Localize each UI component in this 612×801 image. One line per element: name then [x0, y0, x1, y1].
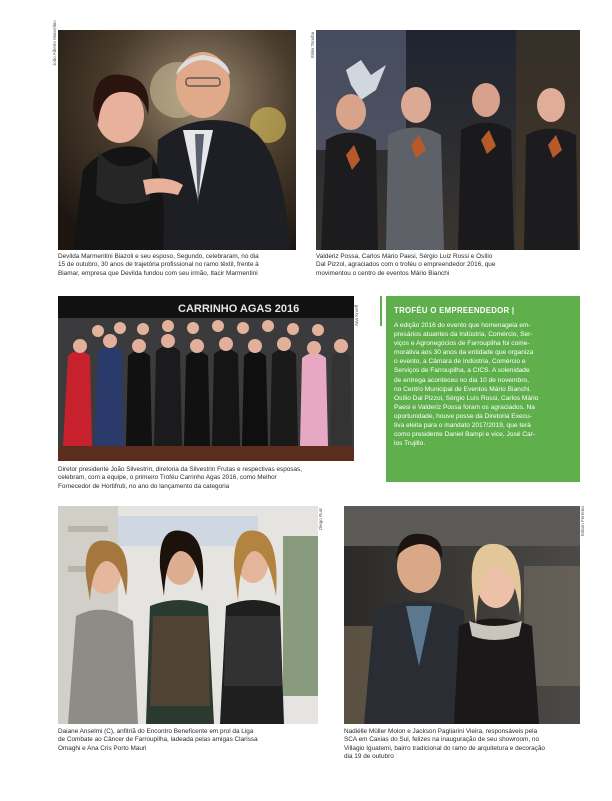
photo-credit: Edson Ferreira: [580, 506, 585, 536]
sidebar-title: TROFÉU O EMPREENDEDOR |: [394, 306, 515, 315]
photo-caption: Diretor presidente João Silvestrin, diretoria da Silvestrin Frutas e respectivas esposas, celebram, com a equipe, o primeiro Troféu Carrinho Agas 2016, como Melhor Fornecedor de Hortifruti, no ano do lançamento da categoria: [58, 466, 303, 490]
photo-credit: João Alberto Marcelino: [52, 20, 57, 66]
photo-credit: Elder Tonsha: [310, 31, 315, 58]
photo-caption: Valderiz Possa, Carlos Mário Paesi, Sérgio Luiz Rossi e Osílio Dal Pizzol, agraciados com o troféu o empreendedor 2016, que movimentou o centro de eventos Mário Bianchi: [316, 253, 496, 277]
sidebar-accent: [380, 296, 382, 326]
photo-three-women: [58, 506, 318, 724]
photo-caption: Nadiélle Müller Molon e Jackson Pagliarini Vieira, responsáveis pela SCA em Caxias do Sul, felizes na inauguração de seu showroom, no Villagio Iguatemi, bairro tradicional do ramo de arquitetura e decoração dia 19 de outubro: [344, 728, 545, 760]
sidebar-body: A edição 2016 do evento que homenageia em- presários atuantes da Indústria, Comércio, Ser- viços e Agronegócios de Farroupilha foi come- morativa aos 30 anos da entidade que organiza o evento, a Câmara de Indústria, Comércio e Serviços de Farroupilha, a CICS. A solenidade de entrega aconteceu no dia 10 de novembro, no Centro Municipal de Eventos Mário Bianchi. Osílio Dal Pizzol, Sérgio Luís Rossi, Carlos Mário Paesi e Valderiz Possa foram os agraciados. Na oportunidade, houve posse da Diretoria Execu- tiva eleita para o mandato 2017/2019, que terá como presidente Daniel Bampi e vice, José Car- los Trujillo.: [394, 322, 539, 448]
photo-award-winners: [316, 30, 580, 250]
photo-couple-biazoli: [58, 30, 296, 250]
photo-group-award: [58, 296, 354, 461]
sidebar-box: [386, 296, 580, 482]
photo-credit: Ana Kroeff: [354, 304, 359, 326]
group-award-banner: CARRINHO AGAS 2016: [178, 303, 300, 315]
photo-credit: Diego Ruiz: [318, 507, 323, 530]
photo-caption: Devilda Marmentini Biazoli e seu esposo, Segundo, celebraram, no dia 15 de outubro, 30 anos de trajetória profissional no ramo têxtil, frente à Biamar, empresa que Devilda fundou com seu irmão, Itacir Marmentini: [58, 253, 259, 277]
photo-caption: Daiane Anselmi (C), anfitriã do Encontro Beneficente em prol da Liga de Combate ao Câncer de Farroupilha, ladeada pelas amigas Clarissa Omaghi e Ana Cris Porto Mauri: [58, 728, 258, 752]
photo-couple-showroom: [344, 506, 580, 724]
